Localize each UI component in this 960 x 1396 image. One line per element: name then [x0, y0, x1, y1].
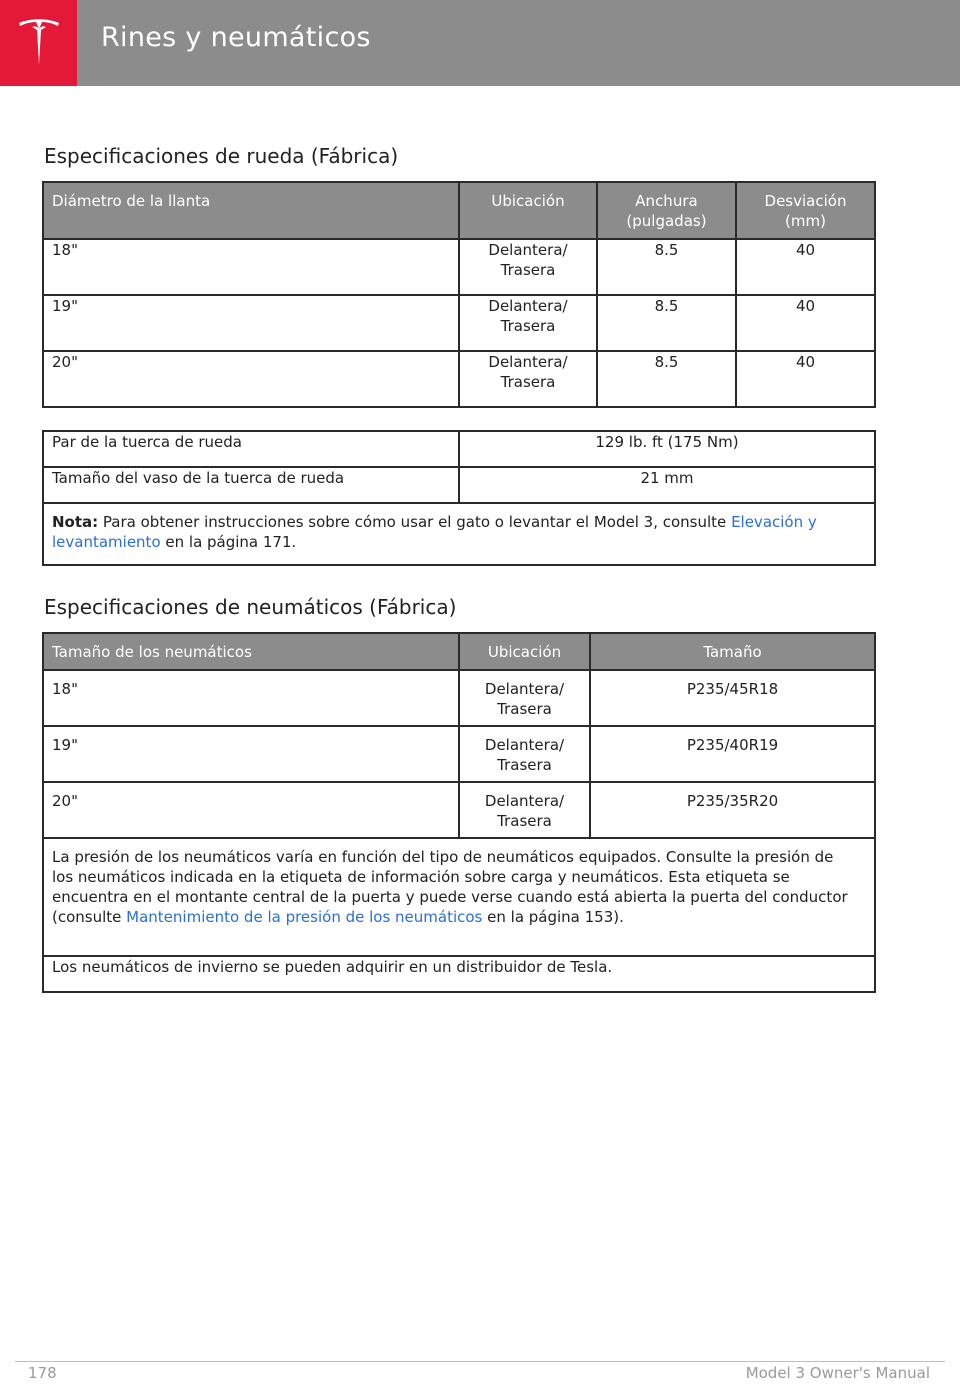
tire-spec-table: [42, 632, 876, 993]
table-cell: Delantera/ Trasera: [459, 239, 597, 295]
table-row: [43, 239, 875, 295]
table-cell: 8.5: [597, 351, 736, 407]
manual-name: Model 3 Owner's Manual: [745, 1364, 930, 1382]
table-cell: 8.5: [597, 295, 736, 351]
table-cell: Delantera/ Trasera: [459, 295, 597, 351]
table-cell: 18": [43, 670, 459, 726]
table-cell: 18": [43, 239, 459, 295]
note-row: [43, 503, 875, 565]
table-header-row: [43, 633, 875, 670]
tesla-logo-icon: [16, 17, 62, 69]
table-cell: Delantera/ Trasera: [459, 670, 590, 726]
pressure-note-row: [43, 838, 875, 956]
table-row: [43, 782, 875, 838]
table-row: [43, 295, 875, 351]
column-header: Tamaño de los neumáticos: [43, 633, 459, 670]
table-cell: Delantera/ Trasera: [459, 351, 597, 407]
table-cell: 19": [43, 295, 459, 351]
table-cell: Tamaño del vaso de la tuerca de rueda: [43, 467, 459, 503]
column-header: Diámetro de la llanta: [43, 182, 459, 239]
table-cell: P235/45R18: [590, 670, 875, 726]
note-label: Nota:: [52, 513, 99, 531]
page-header: [0, 0, 960, 86]
note-suffix: en la página 171.: [160, 533, 297, 551]
table-row: [43, 431, 875, 467]
table-cell: P235/35R20: [590, 782, 875, 838]
table-cell: 40: [736, 239, 875, 295]
table-cell: 21 mm: [459, 467, 875, 503]
page-number: 178: [28, 1364, 57, 1382]
table-cell: 20": [43, 782, 459, 838]
wheel-section-title: Especificaciones de rueda (Fábrica): [44, 144, 399, 168]
winter-note-row: [43, 956, 875, 992]
table-header-row: [43, 182, 875, 239]
tire-section-title: Especificaciones de neumáticos (Fábrica): [44, 595, 457, 619]
column-header: Ubicación: [459, 633, 590, 670]
wheel-spec-table: [42, 181, 876, 408]
pressure-suffix: en la página 153).: [482, 908, 624, 926]
lug-nut-table: [42, 430, 876, 566]
table-cell: 129 lb. ft (175 Nm): [459, 431, 875, 467]
column-header: Tamaño: [590, 633, 875, 670]
column-header: Desviación (mm): [736, 182, 875, 239]
column-header: Anchura (pulgadas): [597, 182, 736, 239]
table-cell: 19": [43, 726, 459, 782]
table-cell: 20": [43, 351, 459, 407]
note-text: Para obtener instrucciones sobre cómo usar el gato o levantar el Model 3, consulte: [98, 513, 732, 531]
table-row: [43, 351, 875, 407]
lift-link[interactable]: Elevación y levantamiento: [52, 513, 817, 551]
table-cell: Delantera/ Trasera: [459, 726, 590, 782]
tesla-logo: [0, 0, 77, 86]
table-row: [43, 467, 875, 503]
table-cell: P235/40R19: [590, 726, 875, 782]
page-title: Rines y neumáticos: [101, 22, 371, 53]
tire-pressure-link[interactable]: Mantenimiento de la presión de los neumáticos: [126, 908, 483, 926]
column-header: Ubicación: [459, 182, 597, 239]
note-cell: [43, 503, 875, 565]
table-cell: 40: [736, 351, 875, 407]
winter-note-cell: Los neumáticos de invierno se pueden adquirir en un distribuidor de Tesla.: [43, 956, 875, 992]
table-cell: 40: [736, 295, 875, 351]
table-row: [43, 670, 875, 726]
pressure-note-cell: [43, 838, 875, 956]
pressure-text: La presión de los neumáticos varía en función del tipo de neumáticos equipados. Consulte la presión de los neumáticos indicada en la etiqueta de información sobre carga y neumáticos. Esta etiqueta se encuentra en el montante central de la puerta y puede verse cuando está abierta la puerta del conductor (consulte: [52, 848, 848, 926]
table-row: [43, 726, 875, 782]
table-cell: Delantera/ Trasera: [459, 782, 590, 838]
footer-divider: [15, 1361, 945, 1362]
table-cell: Par de la tuerca de rueda: [43, 431, 459, 467]
table-cell: 8.5: [597, 239, 736, 295]
